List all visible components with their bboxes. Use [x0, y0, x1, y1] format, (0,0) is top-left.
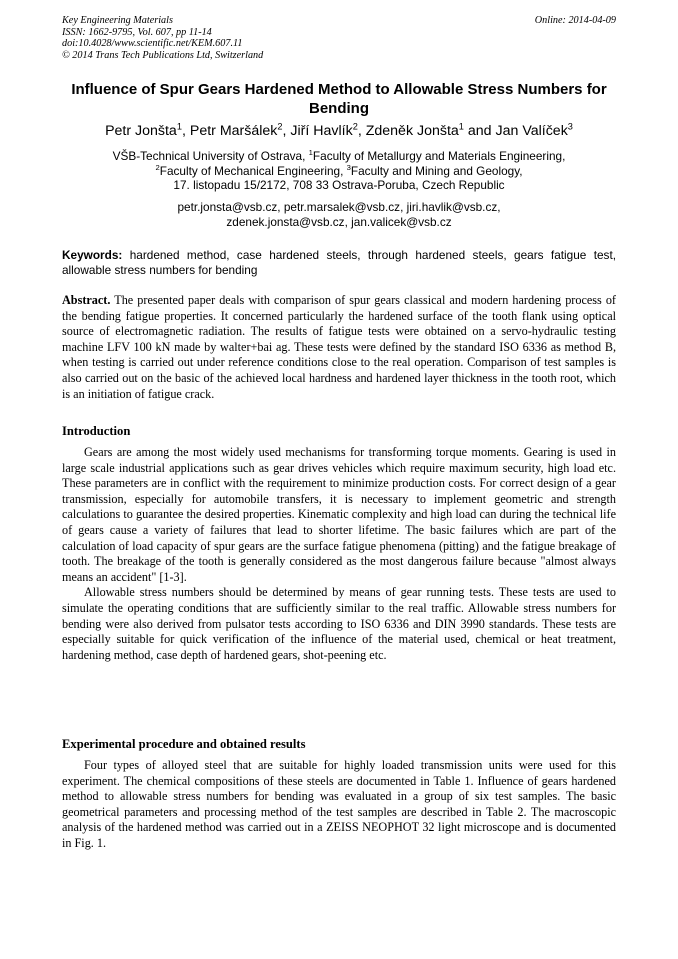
author-name: Petr Jonšta	[105, 123, 177, 139]
doi-line[interactable]: doi:10.4028/www.scientific.net/KEM.607.11	[62, 38, 243, 50]
affiliation-mark: 2	[155, 162, 160, 172]
author-separator: ,	[282, 123, 291, 139]
introduction-body	[62, 445, 616, 663]
online-date: Online: 2014-04-09	[534, 15, 616, 26]
affiliations	[62, 149, 616, 193]
paragraph: Four types of alloyed steel that are suitable for highly loaded transmission units were used for this experiment. The chemical compositions of these steels are documented in Table 1. Influence of gears hardened method to allowable stress numbers for bending was evaluated in a group of six test samples. The basic geometrical parameters and processing method of the test samples are described in Table 2. The macroscopic analysis of the hardened method was carried out in a ZEISS NEOPHOT 32 light microscope and is documented in Fig. 1.	[62, 758, 616, 850]
author-separator: ,	[181, 123, 190, 139]
author-affiliation-mark: 2	[277, 121, 283, 132]
affiliation-mark: 3	[346, 162, 351, 172]
author-name: Jan Valíček	[495, 123, 568, 139]
keywords-text: hardened method, case hardened steels, through hardened steels, gears fatigue test, allowable stress numbers for bending	[62, 248, 617, 277]
author-affiliation-mark: 1	[176, 121, 182, 132]
author-name: Jiří Havlík	[290, 123, 353, 139]
abstract-section	[62, 293, 616, 402]
author-list	[62, 122, 616, 140]
email-line[interactable]: zdenek.jonsta@vsb.cz, jan.valicek@vsb.cz	[226, 214, 452, 229]
keywords-label: Keywords:	[62, 248, 123, 262]
experimental-heading: Experimental procedure and obtained results	[62, 737, 306, 751]
faculty-name: Faculty of Metallurgy and Materials Engineering,	[312, 149, 566, 163]
paper-title: Influence of Spur Gears Hardened Method to Allowable Stress Numbers for Bending	[71, 81, 607, 117]
faculty-name: Faculty and Mining and Geology,	[350, 163, 523, 178]
author-separator: ,	[357, 123, 366, 139]
address-line: 17. listopadu 15/2172, 708 33 Ostrava-Poruba, Czech Republic	[173, 178, 505, 193]
abstract-label: Abstract.	[62, 293, 111, 307]
author-conjunction: and	[463, 123, 496, 139]
author-affiliation-mark: 3	[567, 121, 573, 132]
journal-name: Key Engineering Materials	[62, 15, 173, 26]
affiliation-mark: 1	[308, 148, 313, 158]
affiliation-line	[62, 164, 616, 179]
experimental-body	[62, 758, 616, 852]
author-name: Petr Maršálek	[189, 123, 278, 139]
paragraph: Gears are among the most widely used mechanisms for transforming torque moments. Gearing is used in large scale industrial applications such as gear drives vehicles which require maximum security, high load etc. These parameters are in conflict with the requirement to minimize production costs. For correct design of a gear transmission, especially for automobile transfers, it is necessary to implement geometric and strength calculations to guarantee the desired properties. Kinematic complexity and high load can during the technical life of gears cause a variety of failures that lead to shorter lifetime. The basic failures which are part of the calculation of load capacity of spur gears are the surface fatigue phenomena (pitting) and the fatigue breakage of tooth. The breakage of the tooth is generally considered as the most dangerous failure because "almost always means an accident" [1-3].	[62, 445, 616, 584]
affiliation-line	[62, 149, 616, 164]
faculty-name: Faculty of Mechanical Engineering,	[159, 163, 347, 178]
university-name: VŠB-Technical University of Ostrava,	[112, 149, 309, 163]
issn-line: ISSN: 1662-9795, Vol. 607, pp 11-14	[62, 26, 212, 38]
author-affiliation-mark: 2	[352, 121, 358, 132]
abstract-text: The presented paper deals with comparison of spur gears classical and modern hardening process of the bending fatigue properties. It concerned particularly the hardened surface of the tooth flank using optical source of electromagnetic radiation. The results of fatigue tests were obtained on a servo-hydraulic testing machine LFV 100 kN made by walter+bai ag. These tests were defined by the standard ISO 6336 as method B, when testing is carried out under reference conditions close to the real operation. Comparison of test samples is also carried out on the basic of the achieved local hardness and hardened layer thickness in the tooth root, which is an initiation of fatigue crack.	[62, 293, 616, 401]
email-line[interactable]: petr.jonsta@vsb.cz, petr.marsalek@vsb.cz, jiri.havlik@vsb.cz,	[177, 200, 501, 214]
author-emails	[62, 200, 616, 229]
journal-header	[62, 15, 263, 61]
copyright-line: © 2014 Trans Tech Publications Ltd, Switzerland	[62, 49, 264, 61]
author-name: Zdeněk Jonšta	[365, 123, 459, 139]
keywords-section	[62, 248, 616, 278]
author-affiliation-mark: 1	[458, 121, 464, 132]
introduction-heading: Introduction	[62, 424, 131, 438]
paragraph: Allowable stress numbers should be determined by means of gear running tests. These tests are used to simulate the operating conditions that are sufficiently similar to the real traffic. Allowable stress numbers for bending were also derived from pulsator tests according to ISO 6336 and DIN 3990 standards. These tests are especially suitable for quick verification of the influence of the material used, chemical or heat treatment, hardening method, case depth of hardened gears, shot-peening etc.	[62, 585, 616, 662]
